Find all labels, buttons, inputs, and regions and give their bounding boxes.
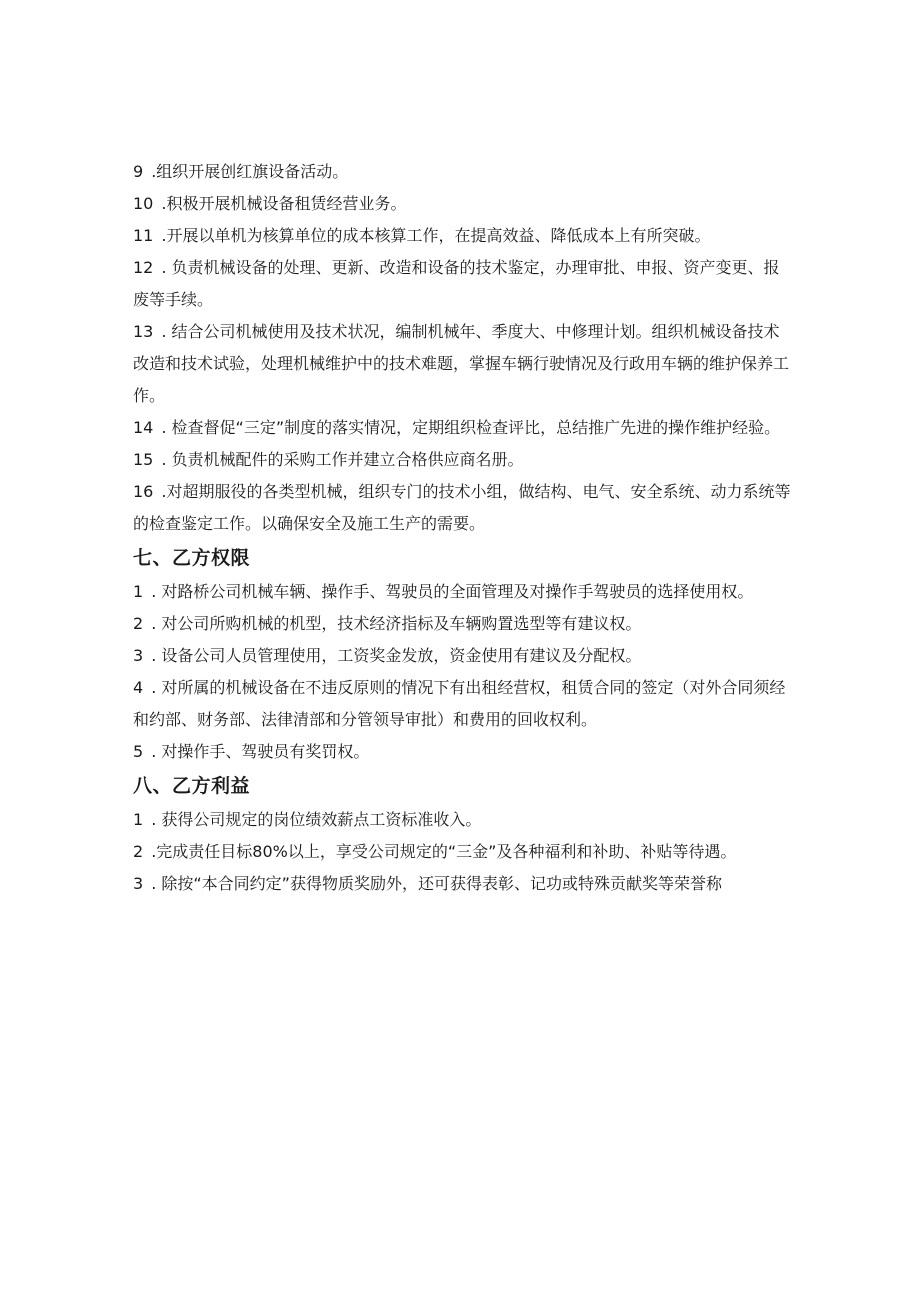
duty-item-16 xyxy=(133,476,793,540)
benefit-item-2 xyxy=(133,836,793,868)
item-number: 15 xyxy=(133,450,154,469)
item-text: .完成责任目标80%以上，享受公司规定的“三金”及各种福利和补助、补贴等待遇。 xyxy=(151,842,737,861)
permission-item-3 xyxy=(133,640,793,672)
item-text: .对超期服役的各类型机械，组织专门的技术小组，做结构、电气、安全系统、动力系统等的检查鉴定工作。以确保安全及施工生产的需要。 xyxy=(133,482,791,533)
duty-item-12 xyxy=(133,252,793,316)
section-heading-permissions: 七、乙方权限 xyxy=(133,547,251,569)
document-body xyxy=(133,156,793,900)
item-text: .组织开展创红旗设备活动。 xyxy=(151,162,349,181)
item-number: 2 xyxy=(133,842,144,861)
item-number: 16 xyxy=(133,482,154,501)
item-number: 3 xyxy=(133,874,144,893)
item-text: . 对操作手、驾驶员有奖罚权。 xyxy=(151,742,370,761)
item-number: 13 xyxy=(133,322,154,341)
item-number: 14 xyxy=(133,418,154,437)
item-text: . 结合公司机械使用及技术状况，编制机械年、季度大、中修理计划。组织机械设备技术改造和技术试验，处理机械维护中的技术难题，掌握车辆行驶情况及行政用车辆的维护保养工作。 xyxy=(133,322,790,405)
duty-item-14 xyxy=(133,412,793,444)
section-heading-benefits: 八、乙方利益 xyxy=(133,775,251,797)
duty-item-11 xyxy=(133,220,793,252)
item-text: . 对路桥公司机械车辆、操作手、驾驶员的全面管理及对操作手驾驶员的选择使用权。 xyxy=(151,582,754,601)
item-text: . 对所属的机械设备在不违反原则的情况下有出租经营权，租赁合同的签定（对外合同须经和约部、财务部、法律清部和分管领导审批）和费用的回收权利。 xyxy=(133,678,786,729)
item-text: . 对公司所购机械的机型，技术经济指标及车辆购置选型等有建议权。 xyxy=(151,614,642,633)
item-text: . 检查督促“三定”制度的落实情况，定期组织检查评比，总结推广先进的操作维护经验。 xyxy=(161,418,781,437)
duty-item-9 xyxy=(133,156,793,188)
item-number: 2 xyxy=(133,614,144,633)
permission-item-4 xyxy=(133,672,793,736)
item-number: 9 xyxy=(133,162,144,181)
item-text: . 负责机械设备的处理、更新、改造和设备的技术鉴定，办理审批、申报、资产变更、报废等手续。 xyxy=(133,258,780,309)
item-number: 4 xyxy=(133,678,144,697)
item-number: 3 xyxy=(133,646,144,665)
item-number: 10 xyxy=(133,194,154,213)
permission-item-1 xyxy=(133,576,793,608)
item-number: 11 xyxy=(133,226,154,245)
item-number: 5 xyxy=(133,742,144,761)
item-text: .积极开展机械设备租赁经营业务。 xyxy=(161,194,407,213)
benefit-item-1 xyxy=(133,804,793,836)
item-number: 1 xyxy=(133,810,144,829)
item-text: . 设备公司人员管理使用，工资奖金发放，资金使用有建议及分配权。 xyxy=(151,646,642,665)
permission-item-5 xyxy=(133,736,793,768)
item-text: . 负责机械配件的采购工作并建立合格供应商名册。 xyxy=(161,450,524,469)
benefit-item-3 xyxy=(133,868,793,900)
item-number: 1 xyxy=(133,582,144,601)
item-text: . 除按“本合同约定”获得物质奖励外，还可获得表彰、记功或特殊贡献奖等荣誉称 xyxy=(151,874,722,893)
duty-item-10 xyxy=(133,188,793,220)
item-text: .开展以单机为核算单位的成本核算工作，在提高效益、降低成本上有所突破。 xyxy=(161,226,711,245)
permission-item-2 xyxy=(133,608,793,640)
duty-item-13 xyxy=(133,316,793,412)
item-text: . 获得公司规定的岗位绩效薪点工资标准收入。 xyxy=(151,810,482,829)
duty-item-15 xyxy=(133,444,793,476)
item-number: 12 xyxy=(133,258,154,277)
